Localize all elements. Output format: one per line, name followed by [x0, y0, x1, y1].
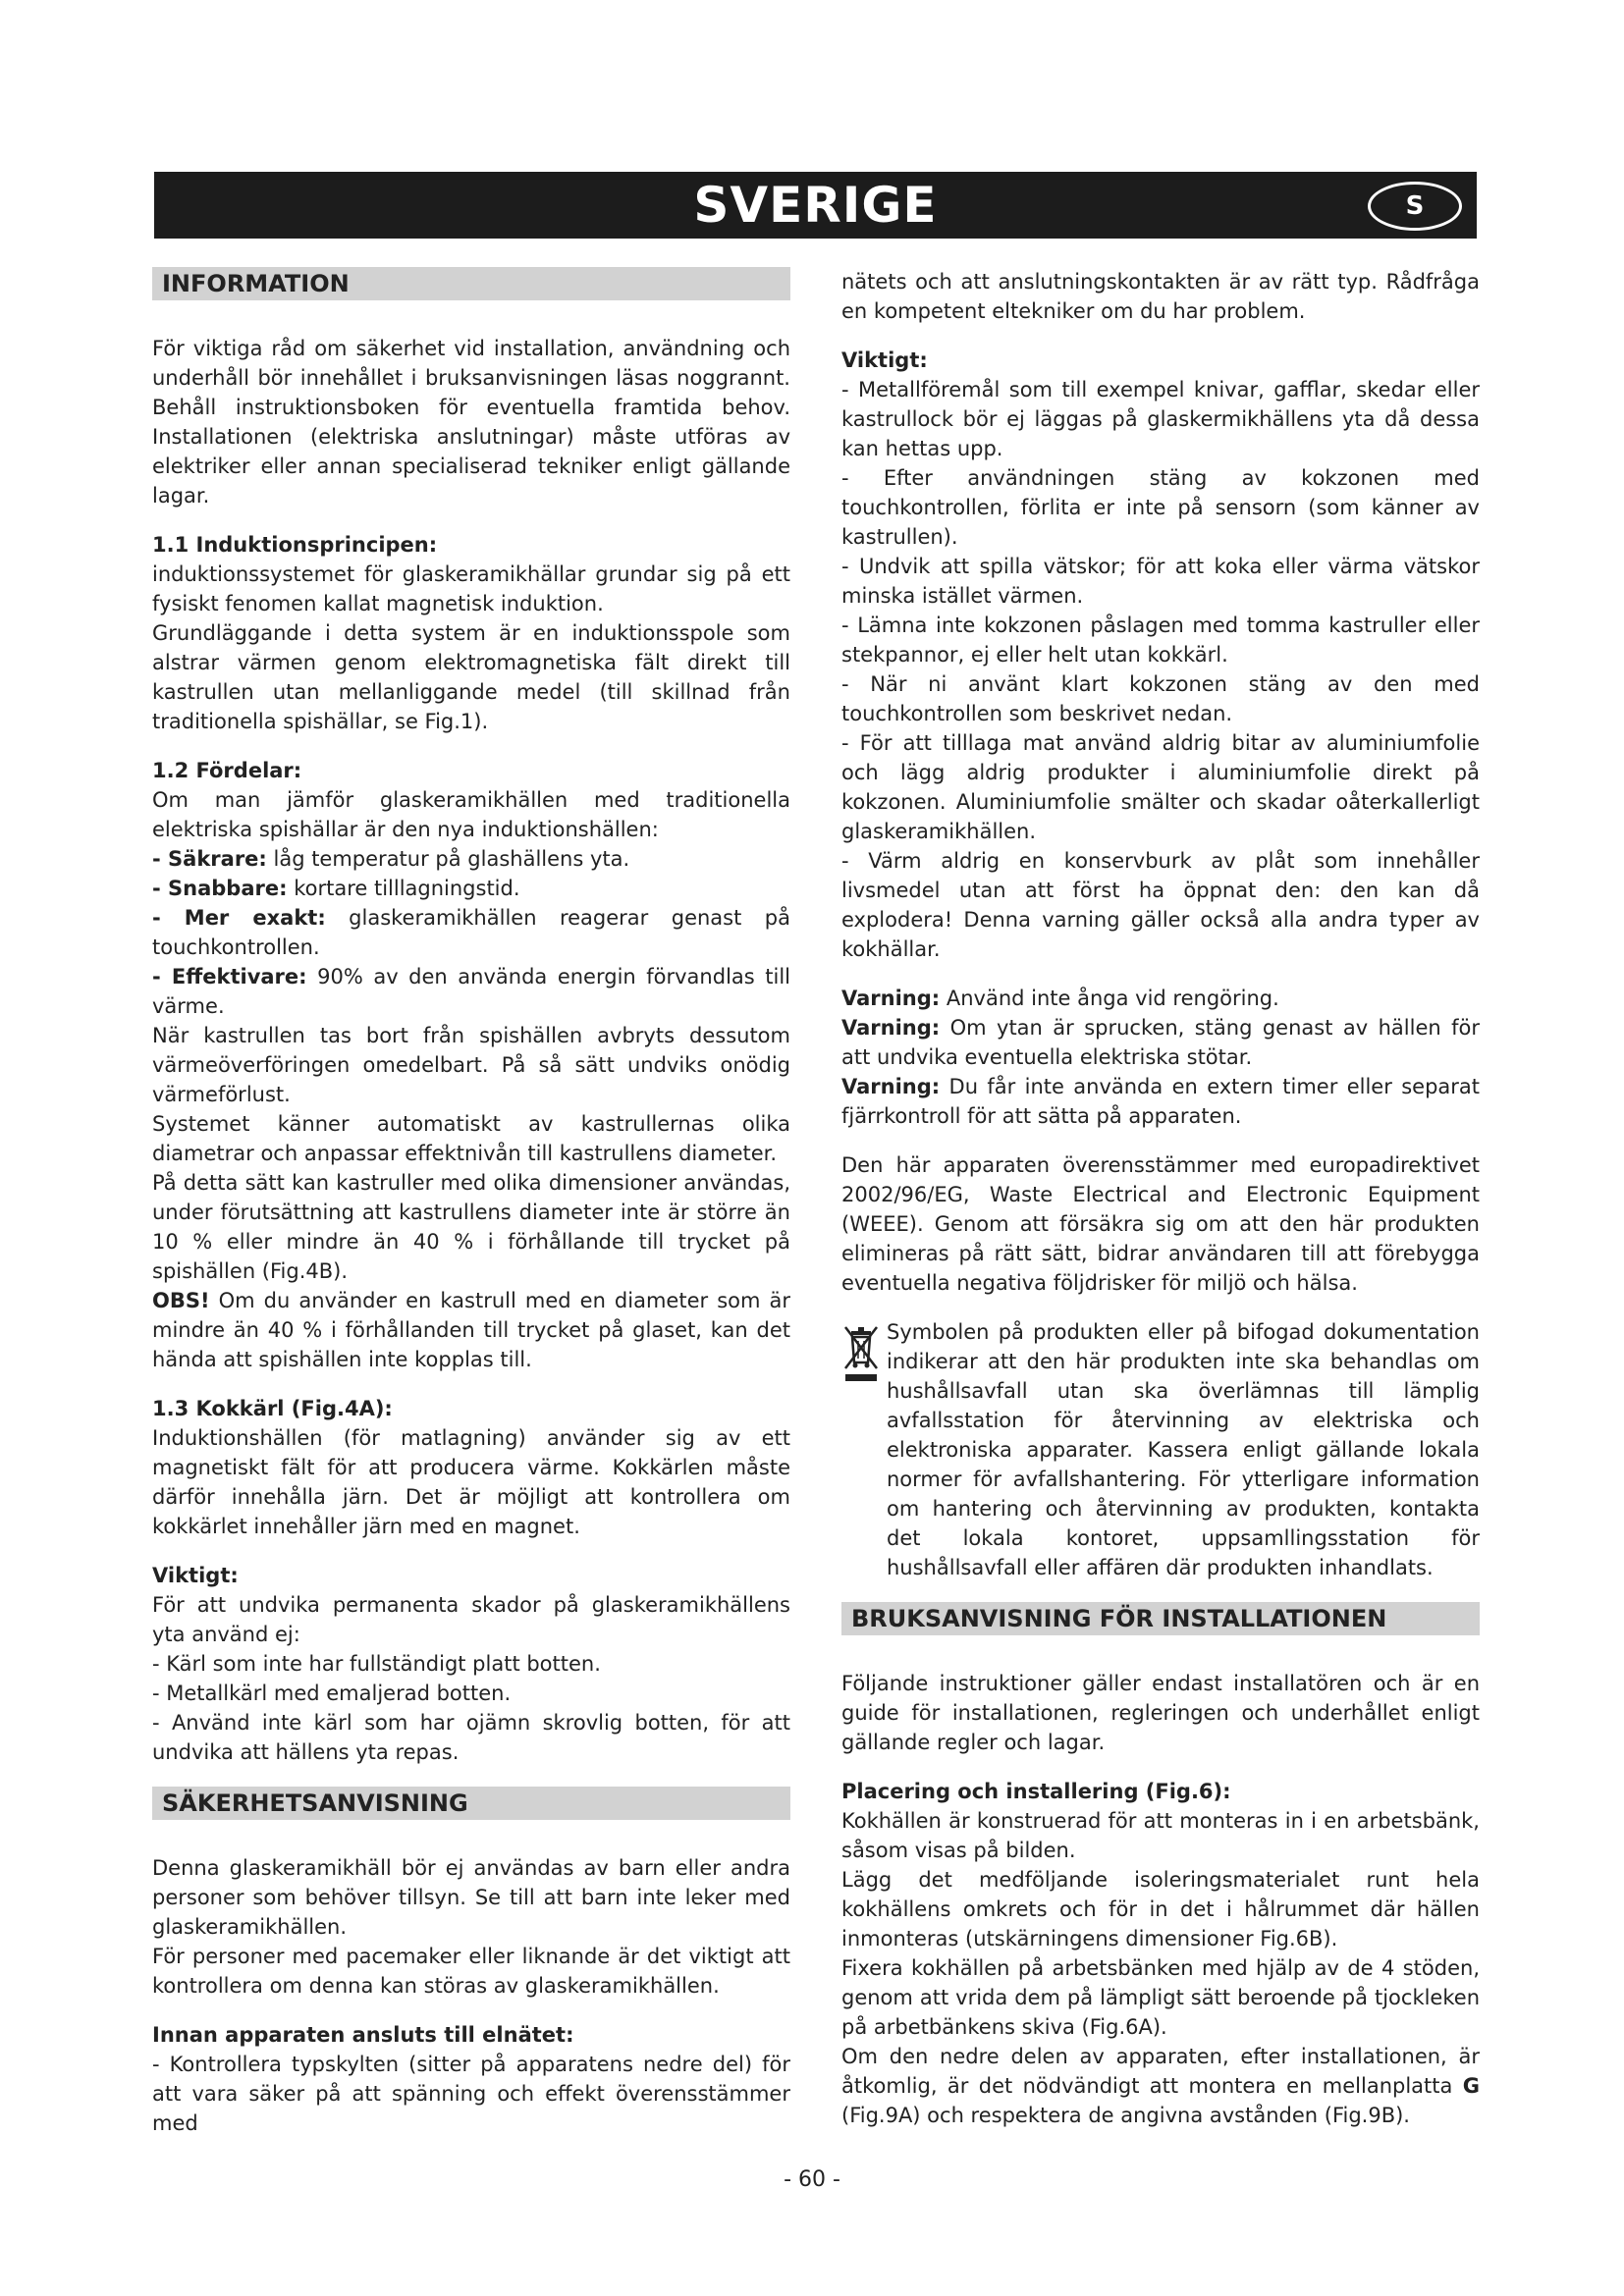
spacer — [152, 736, 790, 756]
subheading-placement: Placering och installering (Fig.6): — [841, 1780, 1231, 1803]
section-heading-installation: BRUKSANVISNING FÖR INSTALLATIONEN — [841, 1602, 1480, 1635]
paragraph: Lägg det medföljande isoleringsmaterialet runt hela kokhällens omkrets och för in det i hålrummet där hällen inmonteras (utskärningens dimensioner Fig.6B). — [841, 1868, 1480, 1950]
spacer — [841, 1649, 1480, 1669]
list-item: - Metallföremål som till exempel knivar, gafflar, skedar eller kastrullock bör ej läggas på glaskermikhällens yta då dessa kan hettas upp. — [841, 378, 1480, 460]
page-number: - 60 - — [784, 2167, 840, 2192]
list-item-text: kortare tilllagningstid. — [287, 877, 520, 900]
warning-text: Om ytan är sprucken, stäng genast av hällen för att undvika eventuella elektriska stötar. — [841, 1016, 1480, 1069]
banner-title: SVERIGE — [693, 177, 938, 234]
list-item: - Värm aldrig en konservburk av plåt som innehåller livsmedel utan att först ha öppnat den: den kan då explodera! Denna varning gäller också alla andra typer av kokhällar. — [841, 849, 1480, 961]
spacer — [152, 1374, 790, 1394]
warning-text: Använd inte ånga vid rengöring. — [940, 987, 1279, 1010]
spacer — [841, 1582, 1480, 1602]
paragraph: Om man jämför glaskeramikhällen med traditionella elektriska spishällar är den nya induktionshällen: — [152, 788, 790, 841]
spacer — [841, 1757, 1480, 1777]
warning-note — [841, 1072, 1480, 1131]
paragraph-text: (Fig.9A) och respektera de angivna avstånden (Fig.9B). — [841, 2104, 1410, 2127]
subheading-cookware: 1.3 Kokkärl (Fig.4A): — [152, 1397, 393, 1420]
paragraph: nätets och att anslutningskontakten är av rätt typ. Rådfråga en kompetent eltekniker om du har problem. — [841, 270, 1480, 323]
list-item-text: glaskeramikhällen reagerar genast på touchkontrollen. — [152, 906, 790, 959]
subheading-induction-principle: 1.1 Induktionsprincipen: — [152, 533, 438, 557]
paragraph: Den här apparaten överensstämmer med europadirektivet 2002/96/EG, Waste Electrical and Electronic Equipment (WEEE). Genom att försäkra sig om att den här produkten elimineras på rätt sätt, bidrar användaren till att förebygga eventuella negativa följdrisker för miljö och hälsa. — [841, 1153, 1480, 1295]
section-heading-information: INFORMATION — [152, 267, 790, 300]
section-heading-safety: SÄKERHETSANVISNING — [152, 1787, 790, 1820]
list-item: - Metallkärl med emaljerad botten. — [152, 1682, 512, 1705]
paragraph: För personer med pacemaker eller liknande är det viktigt att kontrollera om denna kan störas av glaskeramikhällen. — [152, 1945, 790, 1998]
warning-text: Du får inte använda en extern timer eller separat fjärrkontroll för att sätta på apparaten. — [841, 1075, 1480, 1128]
spacer — [841, 326, 1480, 346]
paragraph: Grundläggande i detta system är en induktionsspole som alstrar värmen genom elektromagnetiska fält direkt till kastrullen utan mellanliggande medel (till skillnad från traditionella spishällar, se Fig.1). — [152, 621, 790, 733]
subheading-advantages: 1.2 Fördelar: — [152, 759, 302, 782]
obs-note — [152, 1286, 790, 1374]
paragraph: Kokhällen är konstruerad för att monteras in i en arbetsbänk, såsom visas på bilden. — [841, 1809, 1480, 1862]
warning-note — [841, 1013, 1480, 1072]
spacer — [152, 510, 790, 530]
spacer — [841, 1298, 1480, 1317]
list-item: - Använd inte kärl som har ojämn skrovlig botten, för att undvika att hällens yta repas. — [152, 1711, 790, 1764]
list-item: - Kärl som inte har fullständigt platt botten. — [152, 1652, 601, 1676]
paragraph: Fixera kokhällen på arbetsbänken med hjälp av de 4 stöden, genom att vrida dem på lämpligt sätt beroende på tjockleken på arbetbänkens skiva (Fig.6A). — [841, 1956, 1480, 2039]
subheading-before-connecting: Innan apparaten ansluts till elnätet: — [152, 2023, 574, 2047]
list-item — [152, 903, 790, 962]
left-column — [152, 267, 790, 2138]
spacer — [152, 2001, 790, 2020]
paragraph: För att undvika permanenta skador på glaskeramikhällens yta använd ej: — [152, 1593, 790, 1646]
paragraph: Induktionshällen (för matlagning) använder sig av ett magnetiskt fält för att producera värme. Kokkärlen måste därför innehålla järn. Det är möjligt att kontrollera om kokkärlet innehåller järn med en magnet. — [152, 1426, 790, 1538]
list-item — [152, 874, 790, 903]
bold-label: OBS! — [152, 1289, 210, 1312]
bold-label: Varning: — [841, 987, 941, 1010]
paragraph: Systemet känner automatiskt av kastrullernas olika diametrar och anpassar effektnivån till kastrullens diameter. — [152, 1112, 790, 1165]
bold-label: Varning: — [841, 1016, 941, 1040]
bold-label: - Säkrare: — [152, 847, 267, 871]
paragraph: - Kontrollera typskylten (sitter på apparatens nedre del) för att vara säker på att spänning och effekt överensstämmer med — [152, 2053, 790, 2135]
weee-block — [841, 1317, 1480, 1582]
bold-label: G — [1462, 2074, 1480, 2098]
paragraph-text: Om den nedre delen av apparaten, efter installationen, är åtkomlig, är det nödvändigt att montera en mellanplatta — [841, 2045, 1480, 2098]
country-banner — [154, 172, 1477, 239]
bold-label: - Mer exakt: — [152, 906, 326, 930]
list-item-text: låg temperatur på glashällens yta. — [266, 847, 630, 871]
paragraph: induktionssystemet för glaskeramikhällar grundar sig på ett fysiskt fenomen kallat magnetisk induktion. — [152, 562, 790, 615]
crossed-bin-icon — [841, 1321, 881, 1390]
paragraph — [841, 2042, 1480, 2130]
spacer — [152, 1767, 790, 1787]
note-text: Om du använder en kastrull med en diameter som är mindre än 40 % i förhållanden till trycket på glaset, kan det hända att spishällen inte kopplas till. — [152, 1289, 790, 1371]
paragraph: Symbolen på produkten eller på bifogad dokumentation indikerar att den här produkten inte ska behandlas om hushållsavfall utan ska överlämnas till lämplig avfallsstation för återvinning av elektriska och elektroniska apparater. Kassera enligt gällande lokala normer för avfallshantering. För ytterligare information om hantering och återvinning av produkten, kontakta det lokala kontoret, uppsamllingsstation för hushållsavfall eller affären där produkten inhandlats. — [887, 1320, 1480, 1579]
spacer — [152, 314, 790, 334]
list-item: - Undvik att spilla vätskor; för att koka eller värma vätskor minska istället värmen. — [841, 555, 1480, 608]
list-item — [152, 962, 790, 1021]
paragraph: Följande instruktioner gäller endast installatören och är en guide för installationen, regleringen och underhållet enligt gällande regler och lagar. — [841, 1672, 1480, 1754]
bold-label: - Effektivare: — [152, 965, 307, 988]
spacer — [841, 964, 1480, 984]
list-item-text: 90% av den använda energin förvandlas till värme. — [152, 965, 790, 1018]
subheading-important: Viktigt: — [152, 1564, 239, 1587]
bold-label: Varning: — [841, 1075, 941, 1098]
paragraph: På detta sätt kan kastruller med olika dimensioner användas, under förutsättning att kastrullens diameter inte är större än 10 % eller mindre än 40 % i förhållande till trycket på spishällen (Fig.4B). — [152, 1171, 790, 1283]
spacer — [152, 1541, 790, 1561]
paragraph: När kastrullen tas bort från spishällen avbryts dessutom värmeöverföringen omedelbart. På så sätt undviks onödig värmeförlust. — [152, 1024, 790, 1106]
warning-note — [841, 984, 1480, 1013]
paragraph: Denna glaskeramikhäll bör ej användas av barn eller andra personer som behöver tillsyn. Se till att barn inte leker med glaskeramikhällen. — [152, 1856, 790, 1939]
country-badge: S — [1368, 182, 1462, 231]
subheading-important: Viktigt: — [841, 348, 928, 372]
bold-label: - Snabbare: — [152, 877, 288, 900]
list-item: - Efter användningen stäng av kokzonen med touchkontrollen, förlita er inte på sensorn (som känner av kastrullen). — [841, 466, 1480, 549]
list-item: - När ni använt klart kokzonen stäng av den med touchkontrollen som beskrivet nedan. — [841, 672, 1480, 725]
list-item: - Lämna inte kokzonen påslagen med tomma kastruller eller stekpannor, ej eller helt utan kokkärl. — [841, 614, 1480, 667]
spacer — [841, 1131, 1480, 1150]
list-item: - För att tilllaga mat använd aldrig bitar av aluminiumfolie och lägg aldrig produkter i aluminiumfolie direkt på kokzonen. Aluminiumfolie smälter och skadar oåterkallerligt glaskeramikhällen. — [841, 731, 1480, 843]
information-paragraph: För viktiga råd om säkerhet vid installation, användning och underhåll bör innehållet i bruksanvisningen läsas noggrannt. Behåll instruktionsboken för eventuella framtida behov. Installationen (elektriska anslutningar) måste utföras av elektriker eller annan specialiserad tekniker enligt gällande lagar. — [152, 337, 790, 507]
right-column — [841, 267, 1480, 2130]
spacer — [152, 1834, 790, 1853]
list-item — [152, 844, 790, 874]
